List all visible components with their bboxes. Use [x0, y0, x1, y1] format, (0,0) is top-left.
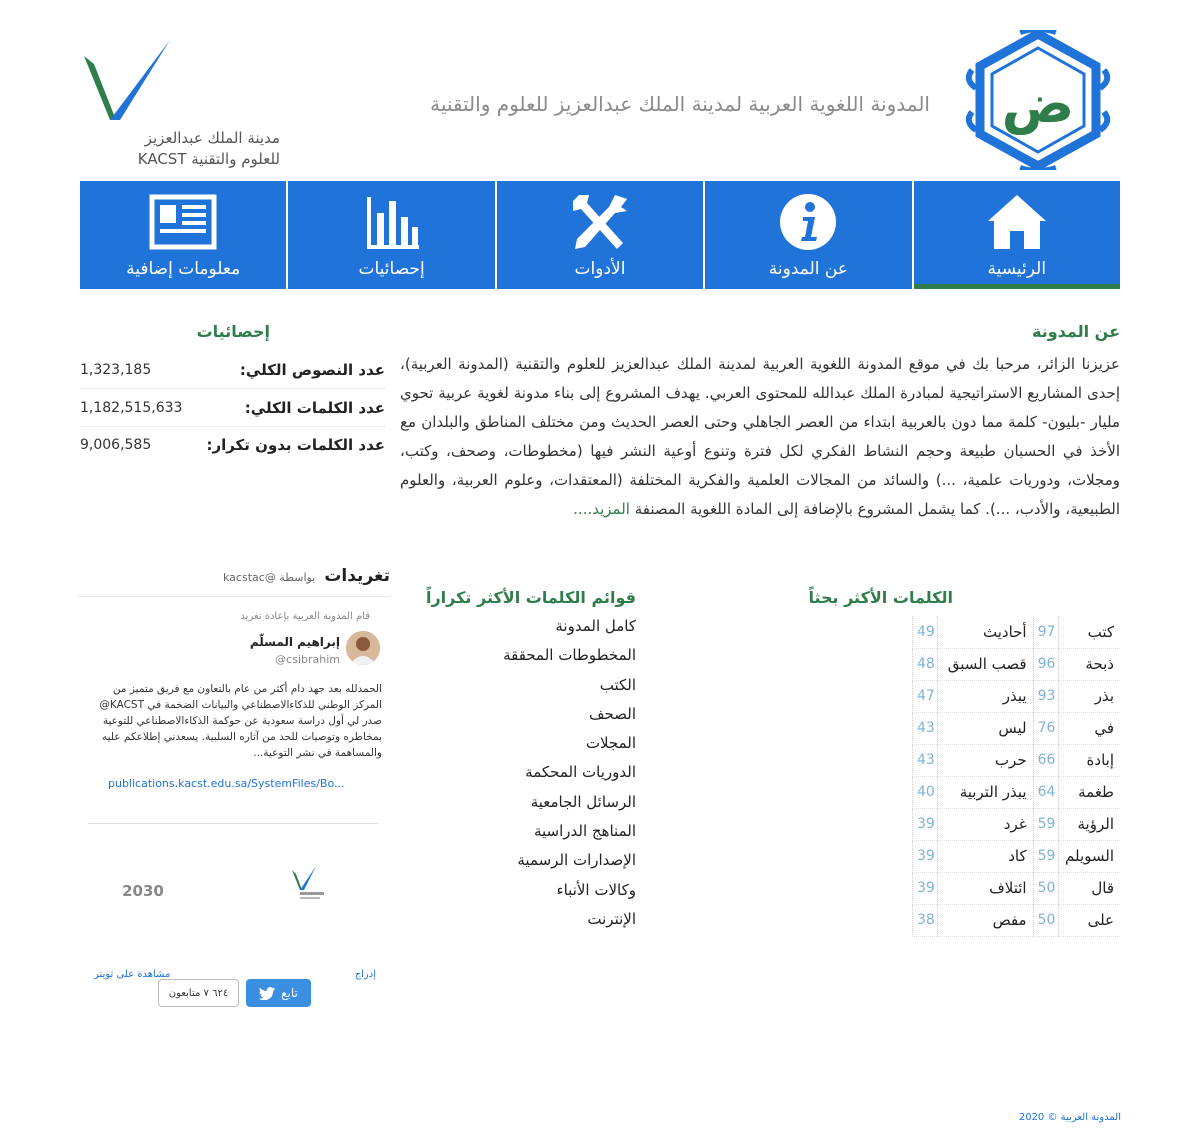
- about-more-link[interactable]: المزيد....: [573, 500, 630, 518]
- logo-letter: ض: [1001, 72, 1075, 135]
- list-item[interactable]: المجلات: [585, 734, 636, 753]
- search-count: 39: [913, 872, 938, 904]
- tweet-link[interactable]: publications.kacst.edu.sa/SystemFiles/Bo...: [108, 777, 345, 790]
- top-searched-table: [912, 616, 1120, 937]
- searched-word[interactable]: أحاديث: [938, 616, 1033, 648]
- list-item[interactable]: المخطوطات المحققة: [503, 646, 636, 665]
- tweet-image-graphic: [88, 824, 378, 934]
- home-icon: [982, 191, 1052, 253]
- searched-word[interactable]: ليس: [938, 712, 1033, 744]
- stat-label: عدد النصوص الكلي:: [239, 360, 385, 379]
- search-count: 59: [1033, 808, 1058, 840]
- nav-item-tools[interactable]: [497, 181, 703, 289]
- table-row: [913, 648, 1121, 680]
- table-row: [913, 712, 1121, 744]
- nav-label-tools: الأدوات: [574, 259, 626, 279]
- searched-word[interactable]: في: [1058, 712, 1120, 744]
- nav-item-more-info[interactable]: [80, 181, 286, 289]
- footer-copyright[interactable]: المدونة العربية © 2020: [1018, 1112, 1121, 1123]
- nav-label-statistics: إحصائيات: [358, 259, 425, 279]
- twitter-bird-icon: [259, 987, 275, 1000]
- stat-value: 1,323,185: [80, 361, 152, 378]
- kacst-check-icon: [80, 38, 180, 128]
- searched-word[interactable]: السويلم: [1058, 840, 1120, 872]
- search-count: 76: [1033, 712, 1058, 744]
- searched-word[interactable]: إبادة: [1058, 744, 1120, 776]
- tweet-embed-link[interactable]: إدراج: [354, 969, 376, 980]
- vision-2030-text: 2030: [122, 882, 164, 900]
- site-header: [0, 0, 1189, 180]
- searched-word[interactable]: على: [1058, 904, 1120, 936]
- search-count: 96: [1033, 648, 1058, 680]
- search-count: 93: [1033, 680, 1058, 712]
- searched-word[interactable]: غرد: [938, 808, 1033, 840]
- searched-word[interactable]: قال: [1058, 872, 1120, 904]
- tools-icon: [565, 191, 635, 253]
- searched-word[interactable]: كاد: [938, 840, 1033, 872]
- searched-word[interactable]: حرب: [938, 744, 1033, 776]
- frequency-lists-title: قوائم الكلمات الأكثر تكراراً: [425, 588, 636, 607]
- follow-label: تابع: [281, 986, 298, 1000]
- search-count: 43: [913, 744, 938, 776]
- searched-word[interactable]: كتب: [1058, 616, 1120, 648]
- about-text: [400, 350, 1120, 524]
- tweet-text: الحمدلله بعد جهد دام أكثر من عام بالتعاون مع فريق متميز من المركز الوطني للذكاءالاصطناعي والبيانات الضخمة في KACST@ صدر لي أول دراسة سعودية عن حوكمة الذكاءالاصطناعي للتوعية بمخاطره وتوصيات للحد من آثاره السلبية. يسعدني إطلاعكم عليه والمساهمة في نشر التوعية...: [99, 683, 382, 759]
- bar-chart-icon: [357, 191, 427, 253]
- stat-value: 9,006,585: [80, 437, 152, 453]
- top-searched-title: الكلمات الأكثر بحثاً: [808, 588, 953, 607]
- tweets-title: تغريدات: [324, 566, 390, 586]
- table-row: [913, 744, 1121, 776]
- kacst-name-line2: للعلوم والتقنية KACST: [137, 150, 280, 168]
- tweet-user-handle[interactable]: @csibrahim: [275, 653, 340, 666]
- list-item[interactable]: الصحف: [589, 704, 636, 723]
- search-count: 49: [913, 616, 938, 648]
- document-icon: [148, 191, 218, 253]
- avatar[interactable]: [346, 631, 380, 665]
- nav-label-home: الرئيسية: [987, 259, 1047, 279]
- stat-label: عدد الكلمات الكلي:: [244, 398, 385, 417]
- site-title: المدونة اللغوية العربية لمدينة الملك عبدالعزيز للعلوم والتقنية: [430, 92, 930, 116]
- search-count: 64: [1033, 776, 1058, 808]
- retweet-note: قام المدونة العربية بإعادة تغريد: [240, 611, 370, 622]
- kacst-logo[interactable]: [80, 38, 280, 178]
- table-row: [913, 616, 1121, 648]
- searched-word[interactable]: يبذر: [938, 680, 1033, 712]
- table-row: [913, 808, 1121, 840]
- tweet-card[interactable]: [78, 596, 390, 980]
- stats-title: إحصائيات: [196, 322, 270, 341]
- search-count: 97: [1033, 616, 1058, 648]
- table-row: [913, 680, 1121, 712]
- about-title: عن المدونة: [1031, 322, 1120, 341]
- nav-label-about: عن المدونة: [768, 259, 848, 279]
- list-item[interactable]: الإنترنت: [587, 909, 636, 928]
- list-item[interactable]: المناهج الدراسية: [533, 822, 636, 841]
- search-count: 48: [913, 648, 938, 680]
- list-item[interactable]: الإصدارات الرسمية: [517, 851, 636, 870]
- frequency-lists: [415, 617, 636, 939]
- table-row: [913, 776, 1121, 808]
- searched-word[interactable]: مفص: [938, 904, 1033, 936]
- tweet-user-name[interactable]: إبراهيم المسلّم: [249, 635, 340, 649]
- table-row: [913, 840, 1121, 872]
- search-count: 47: [913, 680, 938, 712]
- searched-word[interactable]: طغمة: [1058, 776, 1120, 808]
- list-item[interactable]: الرسائل الجامعية: [530, 792, 636, 811]
- search-count: 50: [1033, 872, 1058, 904]
- searched-word[interactable]: يبذر التربية: [938, 776, 1033, 808]
- searched-word[interactable]: قصب السبق: [938, 648, 1033, 680]
- user-avatar-icon: [346, 631, 380, 665]
- kacst-name-line1: مدينة الملك عبدالعزيز: [144, 129, 280, 147]
- nav-item-home[interactable]: [914, 181, 1120, 289]
- follow-button[interactable]: [246, 979, 311, 1007]
- stat-row-unique-words: [80, 426, 385, 464]
- search-count: 66: [1033, 744, 1058, 776]
- searched-word[interactable]: ائتلاف: [938, 872, 1033, 904]
- nav-item-statistics[interactable]: [288, 181, 494, 289]
- info-icon: [773, 191, 843, 253]
- stat-row-words: [80, 389, 385, 427]
- tweets-by[interactable]: بواسطة @kacstac: [223, 571, 316, 584]
- nav-label-more-info: معلومات إضافية: [126, 259, 241, 279]
- search-count: 39: [913, 840, 938, 872]
- stat-row-texts: [80, 351, 385, 389]
- tweet-image[interactable]: [88, 823, 378, 933]
- list-item[interactable]: كامل المدونة: [555, 617, 636, 635]
- list-item[interactable]: الكتب: [599, 675, 636, 694]
- nav-item-about[interactable]: [705, 181, 911, 289]
- searched-word[interactable]: الرؤية: [1058, 808, 1120, 840]
- table-row: [913, 872, 1121, 904]
- list-item[interactable]: الدوريات المحكمة: [525, 763, 636, 782]
- followers-count: ٦٢٤ ٧ متابعون: [158, 979, 239, 1007]
- list-item[interactable]: وكالات الأنباء: [556, 880, 636, 899]
- search-count: 50: [1033, 904, 1058, 936]
- table-row: [913, 904, 1121, 936]
- stat-value: 1,182,515,633: [80, 399, 183, 416]
- search-count: 38: [913, 904, 938, 936]
- searched-word[interactable]: بذر: [1058, 680, 1120, 712]
- corpus-logo-icon: [962, 30, 1114, 170]
- about-paragraph: عزيزنا الزائر، مرحبا بك في موقع المدونة اللغوية العربية لمدينة الملك عبدالعزيز للعلوم والتقنية (المدونة العربية)، إحدى المشاريع الاستراتيجية لمبادرة الملك عبدالله للمحتوى العربي. يهدف المشروع إلى بناء مدونة لغوية عربية تحوي مليار -بليون- كلمة مما دون بالعربية ابتداء من العصر الجاهلي وحتى العصر الحديث ومن مختلف المناطق والبلدان مع الأخذ في الحسبان طبيعة وحجم النشاط الفكري لكل فترة وتنوع أوعية النشر فيها (مخطوطات، وصحف، وكتب، ومجلات، ودوريات علمية، ...) والسائد من المجالات العلمية والفكرية المختلفة (المعتقدات، وعلوم العربية، والعلوم الطبيعية، والأدب، ...). كما يشمل المشروع بالإضافة إلى المادة اللغوية المصنفة: [400, 355, 1120, 518]
- search-count: 39: [913, 808, 938, 840]
- search-count: 43: [913, 712, 938, 744]
- stat-label: عدد الكلمات بدون تكرار:: [206, 436, 385, 454]
- search-count: 59: [1033, 840, 1058, 872]
- corpus-logo[interactable]: [962, 30, 1114, 170]
- searched-word[interactable]: ذبحة: [1058, 648, 1120, 680]
- view-on-twitter-link[interactable]: مشاهدة على تويتر: [94, 969, 171, 980]
- search-count: 40: [913, 776, 938, 808]
- main-nav: [80, 181, 1120, 289]
